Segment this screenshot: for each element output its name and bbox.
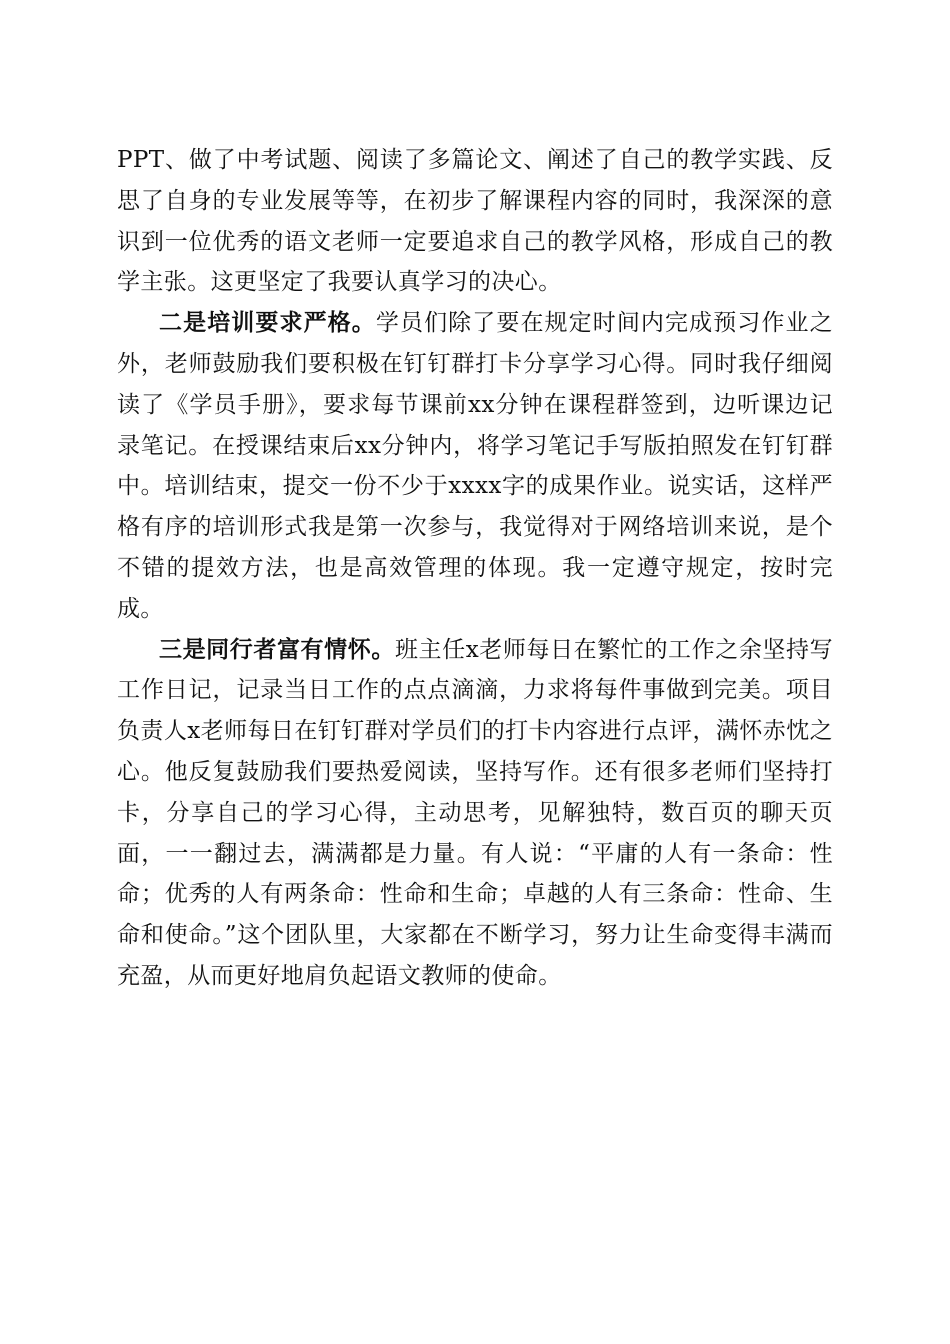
document-body bbox=[117, 140, 833, 997]
paragraph-heading: 二是培训要求严格。 bbox=[159, 309, 376, 337]
paragraph-peers bbox=[117, 630, 833, 997]
paragraph-text: 班主任x老师每日在繁忙的工作之余坚持写工作日记，记录当日工作的点点滴滴，力求将每件事做到完美。项目负责人x老师每日在钉钉群对学员们的打卡内容进行点评，满怀赤忱之心。他反复鼓励我们要热爱阅读，坚持写作。还有很多老师们坚持打卡，分享自己的学习心得，主动思考，见解独特，数百页的聊天页面，一一翻过去，满满都是力量。有人说：“平庸的人有一条命：性命；优秀的人有两条命：性命和生命；卓越的人有三条命：性命、生命和使命。”这个团队里，大家都在不断学习，努力让生命变得丰满而充盈，从而更好地肩负起语文教师的使命。 bbox=[117, 636, 833, 989]
paragraph-training-requirements bbox=[117, 303, 833, 629]
paragraph-text: PPT、做了中考试题、阅读了多篇论文、阐述了自己的教学实践、反思了自身的专业发展等等，在初步了解课程内容的同时，我深深的意识到一位优秀的语文老师一定要追求自己的教学风格，形成自己的教学主张。这更坚定了我要认真学习的决心。 bbox=[117, 147, 833, 296]
paragraph-text: 学员们除了要在规定时间内完成预习作业之外，老师鼓励我们要积极在钉钉群打卡分享学习心得。同时我仔细阅读了《学员手册》，要求每节课前xx分钟在课程群签到，边听课边记录笔记。在授课结束后xx分钟内，将学习笔记手写版拍照发在钉钉群中。培训结束，提交一份不少于xxxx字的成果作业。说实话，这样严格有序的培训形式我是第一次参与，我觉得对于网络培训来说，是个不错的提效方法，也是高效管理的体现。我一定遵守规定，按时完成。 bbox=[117, 310, 833, 622]
paragraph-continuation bbox=[117, 140, 833, 303]
paragraph-heading: 三是同行者富有情怀。 bbox=[159, 635, 395, 663]
